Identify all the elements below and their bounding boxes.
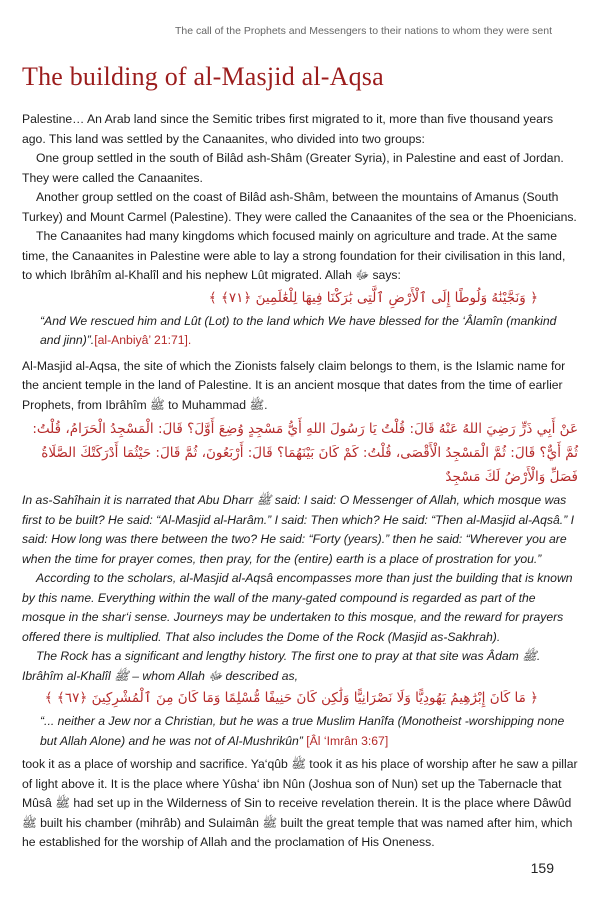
verse-reference: [al-Anbiyâ’ 21:71]. xyxy=(94,333,192,347)
paragraph-canaanites-coast: Another group settled on the coast of Bilâd ash-Shâm, between the mountains of Amanus (South Turkey) and Mount Carmel (Palestine). They were called the Canaanites of the sea or the Phoenicians. xyxy=(22,190,577,224)
verse-translation-al-imran xyxy=(22,712,578,751)
paragraph-scholars: According to the scholars, al-Masjid al-Aqsâ encompasses more than just the building that is known by this name. Everything within the wall of the many-gated compound is regarded as part of the mosque in the shar‘i sense. Journeys may be undertaken to this mosque, and the reward for prayers offered there is multiplied. That also includes the Dome of the Rock (Masjid as-Sakhrah). xyxy=(22,571,573,644)
paragraph-rock-history: The Rock has a significant and lengthy history. The first one to pray at that site was Âdam ﷺ. Ibrâhîm al-Khalîl ﷺ – whom Allah ﷻ described as, xyxy=(22,649,541,683)
paragraph-place-of-worship: took it as a place of worship and sacrifice. Ya‘qûb ﷺ took it as his place of worship after he saw a pillar of light above it. It is the place where Yûsha‘ ibn Nûn (Joshua son of Nun) set up the Tabernacle that Mûsâ ﷺ had set up in the Wilderness of Sin to receive revelation therein. It is the place where Dâwûd ﷺ built his chamber (mihrâb) and Sulaimân ﷺ built the great temple that was named after him, which he established for the worship of Allah and the proclamation of His Oneness. xyxy=(22,757,578,849)
paragraph-masjid-aqsa: Al-Masjid al-Aqsa, the site of which the Zionists falsely claim belongs to them, is the Islamic name for the ancient temple in the land of Palestine. It is an ancient mosque that dates from the time of earlier Prophets, from Ibrâhîm ﷺ to Muhammad ﷺ. xyxy=(22,358,566,412)
running-head: The call of the Prophets and Messengers to their nations to whom they were sent xyxy=(174,25,552,37)
quran-verse-al-imran-arabic: ﴿ مَا كَانَ إِبْرَٰهِيمُ يَهُودِيًّا وَلَا نَصْرَانِيًّا وَلَٰكِن كَانَ حَنِيفًا مُّسْلِمًا وَمَا كَانَ مِنَ ٱلْمُشْرِكِينَ ﴿٦٧﴾ ﴾ xyxy=(44,690,538,706)
verse-translation-text: “... neither a Jew nor a Christian, but he was a true Muslim Hanîfa (Monotheist -worshipping none but Allah Alone) and he was not of Al-Mushrikûn” xyxy=(40,714,565,748)
verse-reference: [Âl ‘Imrân 3:67] xyxy=(306,733,389,748)
verse-translation-anbiya xyxy=(22,312,578,351)
hadith-arabic: عَنْ أَبِي ذَرٍّ رَضِيَ اللهُ عَنْهُ قَالَ: قُلْتُ يَا رَسُولَ اللهِ أَيُّ مَسْجِدٍ وُضِعَ أَوَّلَ؟ قَالَ: الْمَسْجِدُ الْحَرَامُ، قُلْتُ: ثُمَّ أَيٌّ؟ قَالَ: ثُمَّ الْمَسْجِدُ الْأَقْصَى، قُلْتُ: كَمْ كَانَ بَيْنَهُمَا؟ قَالَ: أَرْبَعُونَ، ثُمَّ قَالَ: حَيْثُمَا أَدْرَكَتْكَ الصَّلَاةُ فَصَلِّ وَالْأَرْضُ لَكَ مَسْجِدٌ xyxy=(32,421,578,485)
hadith-translation: In as-Sahîhain it is narrated that Abu Dharr ﷺ said: I said: O Messenger of Allah, which mosque was first to be built? He said: “Al-Masjid al-Harâm.” I said: Then which? He said: “Then al-Masjid al-Aqsâ.” I said: How long was there between the two? He said: “Forty (years).” then he said: “Wherever you are when the time for prayer comes, then pray, for the (entire) earth is a place of prostration for you.” xyxy=(22,493,575,566)
quran-verse-anbiya-arabic: ﴿ وَنَجَّيْنَٰهُ وَلُوطًا إِلَى ٱلْأَرْضِ ٱلَّتِى بَٰرَكْنَا فِيهَا لِلْعَٰلَمِينَ ﴿٧١﴾ ﴾ xyxy=(208,289,538,306)
body-text-top xyxy=(22,110,578,853)
paragraph-canaanites-south: One group settled in the south of Bilâd ash-Shâm (Greater Syria), in Palestine and east of Jordan. They were called the Canaanites. xyxy=(22,151,564,185)
page-title: The building of al-Masjid al-Aqsa xyxy=(22,62,384,91)
page-number: 159 xyxy=(530,860,554,876)
verse-translation-text: “And We rescued him and Lût (Lot) to the land which We have blessed for the ‘Âlamîn (mankind and jinn)”. xyxy=(40,313,557,347)
paragraph-intro: Palestine… An Arab land since the Semitic tribes first migrated to it, more than five thousand years ago. This land was settled by the Canaanites, who divided into two groups: xyxy=(22,112,554,146)
paragraph-kingdoms: The Canaanites had many kingdoms which focused mainly on agriculture and trade. At the same time, the Canaanites in Palestine were able to lay a strong foundation for their civilisation in this land, to which Ibrâhîm al-Khalîl and his nephew Lût migrated. Allah ﷻ says: xyxy=(22,229,566,282)
